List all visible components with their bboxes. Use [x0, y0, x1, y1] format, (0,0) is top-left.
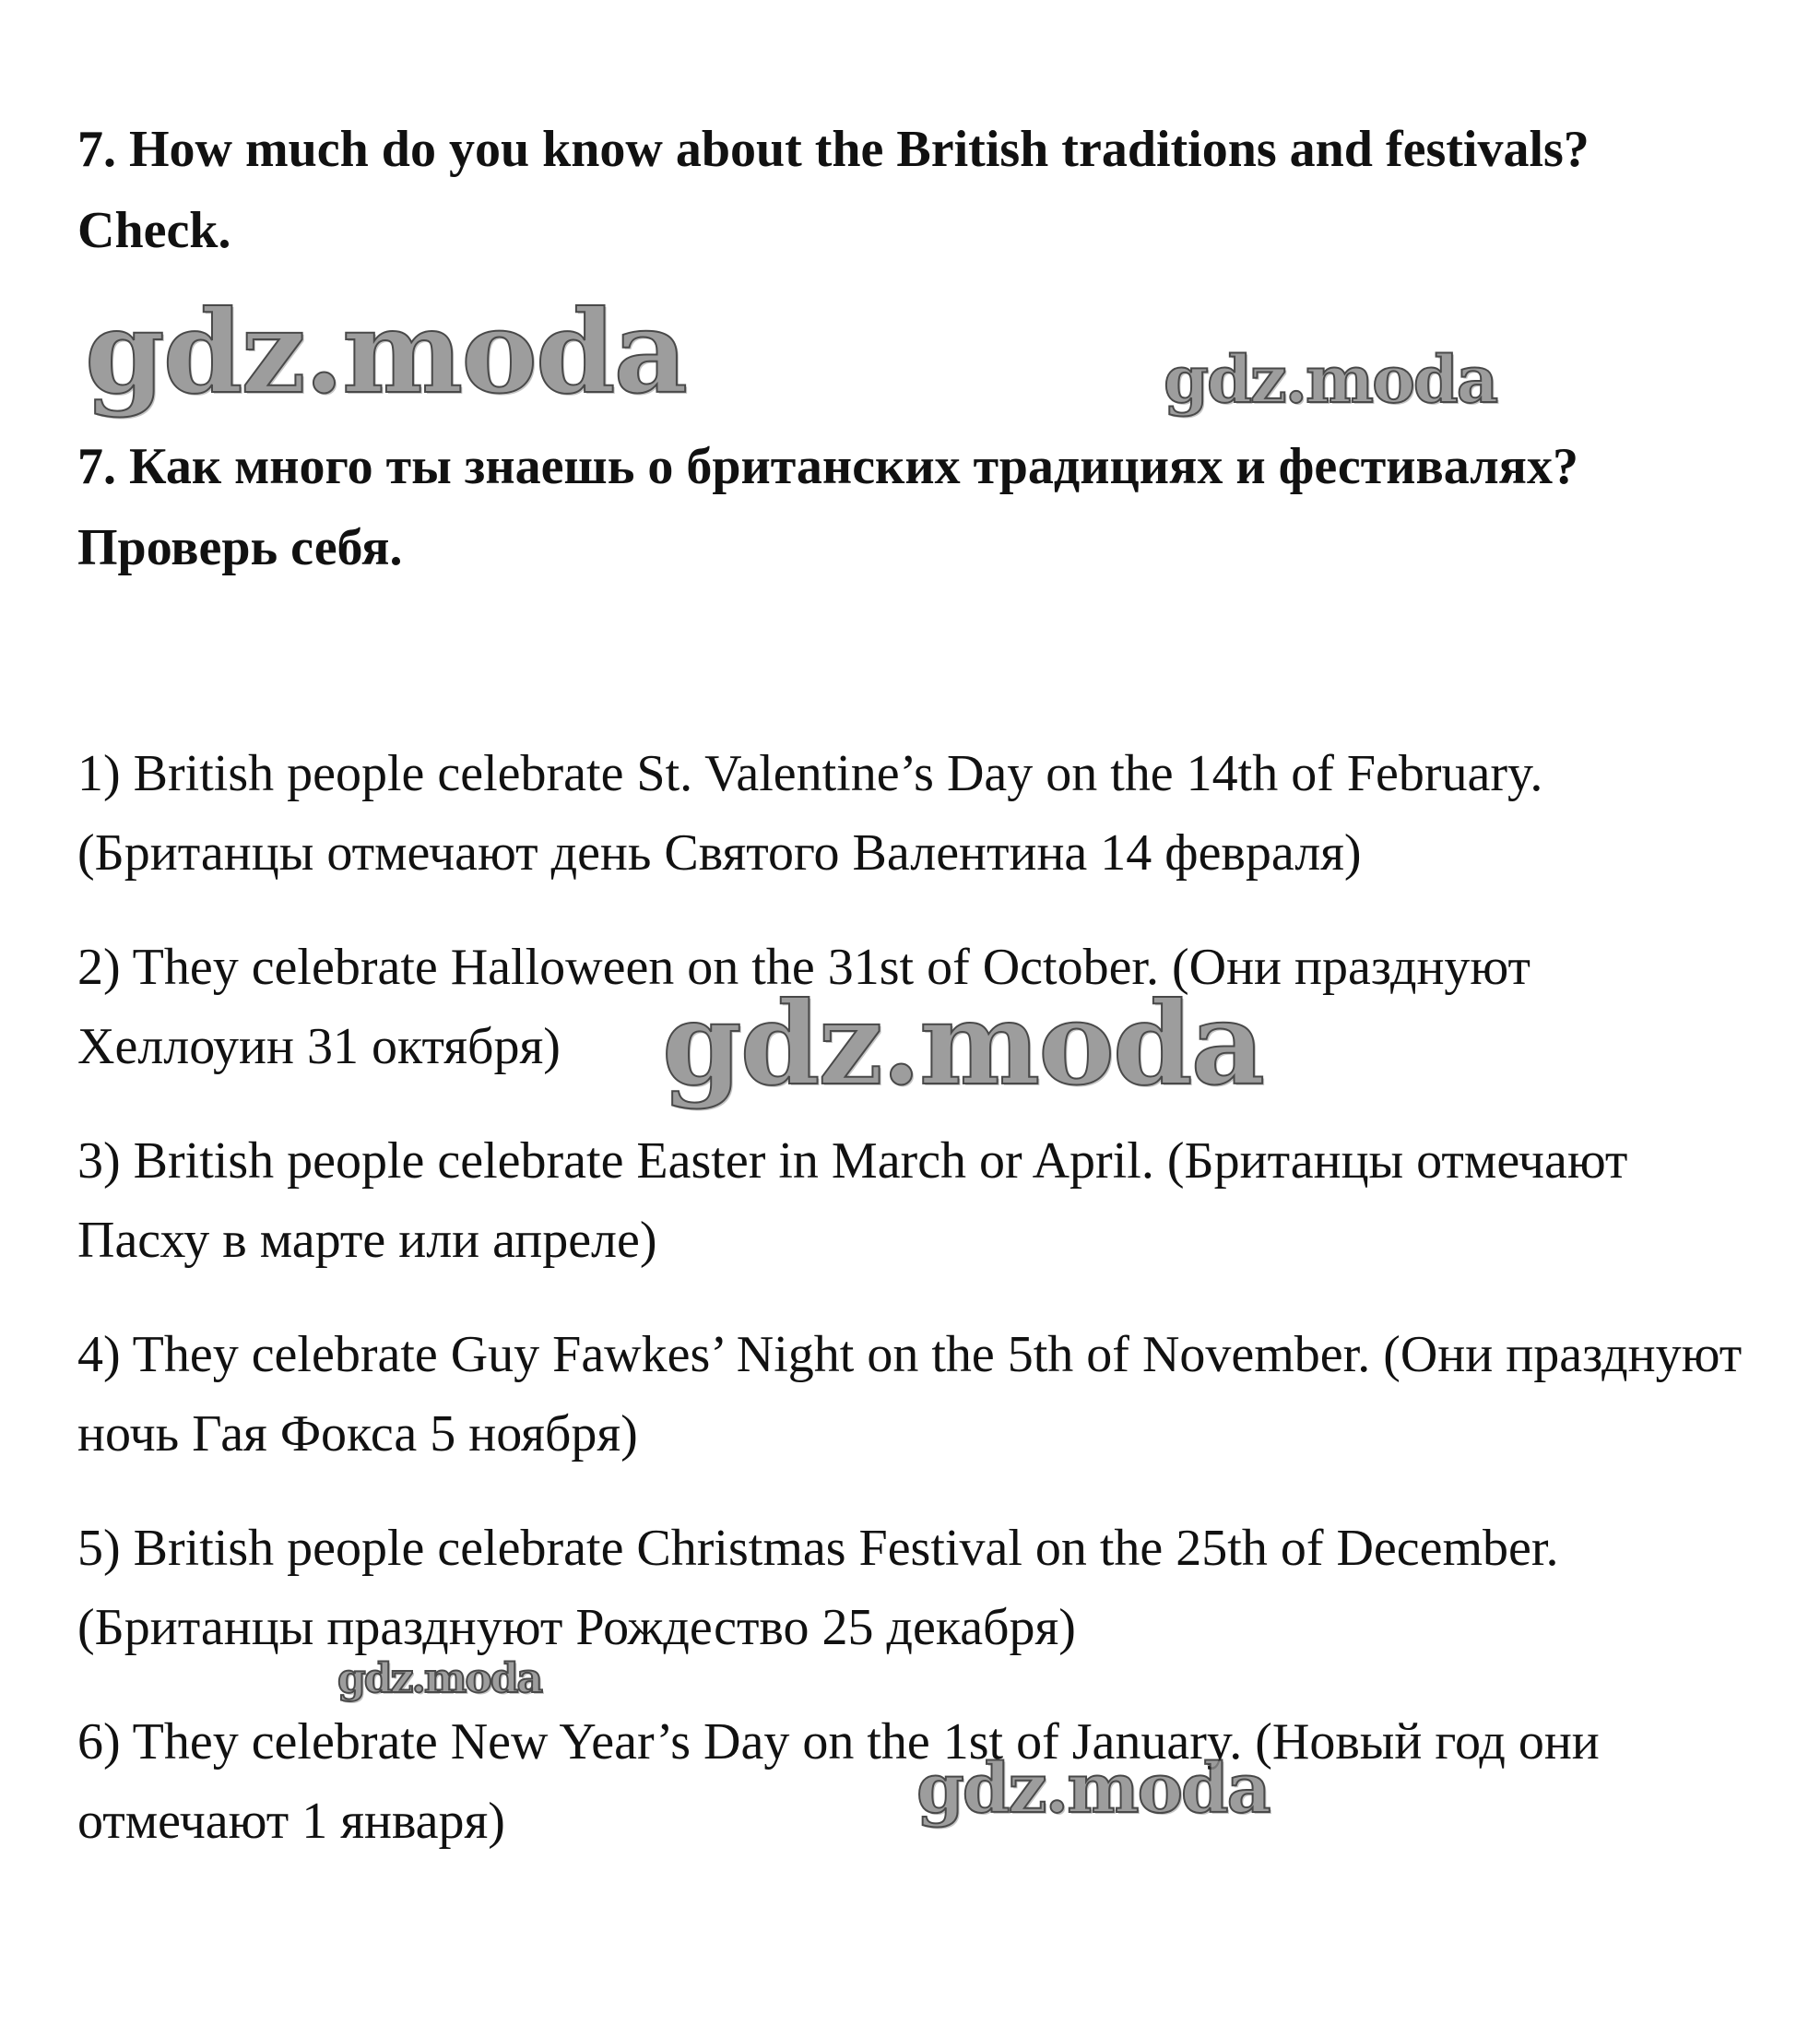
answer-item: 3) British people celebrate Easter in March or April. (Британцы отмечают Пасху в марте или апреле)	[77, 1132, 1628, 1269]
answer-item: 6) They celebrate New Year’s Day on the 1st of January. (Новый год они отмечают 1 января)	[77, 1713, 1600, 1850]
task-heading-russian: 7. Как много ты знаешь о британских традициях и фестивалях? Проверь себя.	[77, 438, 1578, 576]
watermark-logo: gdz.moda	[916, 1749, 1270, 1829]
answer-item: 1) British people celebrate St. Valentine’s Day on the 14th of February. (Британцы отмечают день Святого Валентина 14 февраля)	[77, 745, 1543, 882]
watermark-logo: gdz.moda	[337, 1655, 542, 1702]
watermark-logo: gdz.moda	[662, 977, 1263, 1111]
task-heading-english: 7. How much do you know about the British traditions and festivals? Check.	[77, 121, 1590, 259]
watermark-logo: gdz.moda	[1164, 341, 1497, 418]
watermark-logo: gdz.moda	[85, 286, 686, 420]
answer-item: 5) British people celebrate Christmas Festival on the 25th of December. (Британцы празднуют Рождество 25 декабря)	[77, 1520, 1559, 1656]
answer-item: 4) They celebrate Guy Fawkes’ Night on the 5th of November. (Они празднуют ночь Гая Фокса 5 ноября)	[77, 1326, 1743, 1462]
answer-item: 2) They celebrate Halloween on the 31st of October. (Они празднуют Хеллоуин 31 октября)	[77, 939, 1530, 1075]
